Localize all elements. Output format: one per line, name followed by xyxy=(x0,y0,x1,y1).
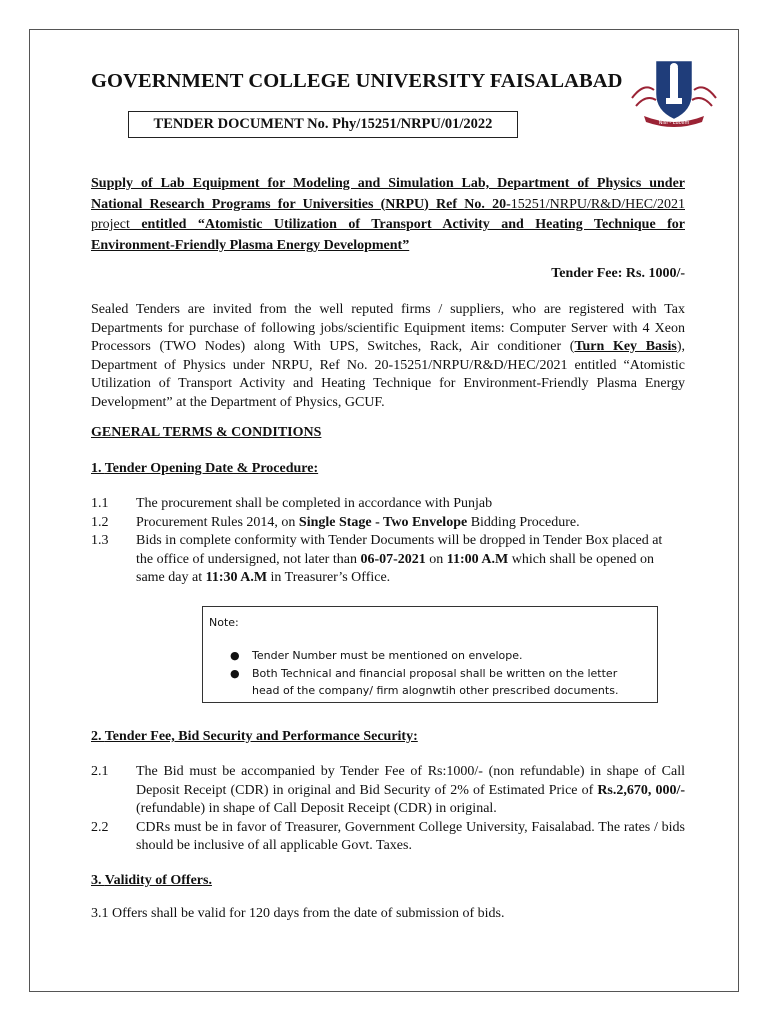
note-title: Note: xyxy=(209,616,239,629)
section-3-text: 3.1 Offers shall be valid for 120 days from the date of submission of bids. xyxy=(91,906,505,921)
note-bullet: ● Tender Number must be mentioned on envelope. xyxy=(230,647,640,665)
logo-motto: Nisi - Lucem xyxy=(658,120,690,126)
intro-paragraph: Sealed Tenders are invited from the well reputed firms / suppliers, who are registered with Tax Departments for purchase of following jobs/scientific Equipment items: Computer Server with 4 Xeon Processors (TWO Nodes) along With UPS, Switches, Rack, Air conditioner (Turn Key Basis), Department of Physics under NRPU, Ref No. 20-15251/NRPU/R&D/HEC/2021 entitled “Atomistic Utilization of Transport Activity and Heating Technique for Environment-Friendly Plasma Energy Development” at the Department of Physics, GCUF. xyxy=(91,302,685,410)
subject-part2: 15251/NRPU/R&D/HEC/2021 project xyxy=(91,196,685,232)
tender-fee: Tender Fee: Rs. 1000/- xyxy=(551,266,685,281)
bullet-icon: ● xyxy=(230,666,240,680)
subject-part1: Supply of Lab Equipment for Modeling and Simulation Lab, Department of Physics under National Research Programs for Universities (NRPU) Ref No. 20- xyxy=(91,176,685,212)
bullet-icon: ● xyxy=(230,649,240,662)
section-3-heading: 3. Validity of Offers. xyxy=(91,873,212,888)
subject-paragraph xyxy=(91,174,685,256)
section-1-heading: 1. Tender Opening Date & Procedure: xyxy=(91,461,319,476)
subject-part3: entitled “Atomistic Utilization of Transport Activity and Heating Technique for Environment-Friendly Plasma Energy Development” xyxy=(91,217,685,253)
list-item: 1.1 The procurement shall be completed in accordance with Punjab xyxy=(91,496,493,511)
turn-key-basis: Turn Key Basis xyxy=(574,339,677,354)
note-box xyxy=(202,606,658,703)
university-logo xyxy=(624,54,724,128)
note-bullet: ● Both Technical and financial proposal shall be written on the letter head of the company/ firm alognwtih other prescribed documents. xyxy=(230,666,619,697)
university-title: GOVERNMENT COLLEGE UNIVERSITY FAISALABAD xyxy=(91,70,623,92)
section-2-items xyxy=(91,763,685,856)
section-1-items xyxy=(91,495,685,588)
general-terms-heading: GENERAL TERMS & CONDITIONS xyxy=(91,425,322,440)
list-item: 1.2 Procurement Rules 2014, on Single Stage - Two Envelope Bidding Procedure. xyxy=(91,514,580,530)
list-item: 1.3 Bids in complete conformity with Tender Documents will be dropped in Tender Box placed at the office of undersigned, not later than 06-07-2021 on 11:00 A.M which shall be opened on same day at 11:30 A.M in Treasurer’s Office. xyxy=(91,533,663,585)
section-2-heading: 2. Tender Fee, Bid Security and Performance Security: xyxy=(91,729,418,744)
list-item: 2.1 The Bid must be accompanied by Tender Fee of Rs:1000/- (non refundable) in shape of Call Deposit Receipt (CDR) in original and Bid Security of 2% of Estimated Price of Rs.2,670, 000/- (refundable) in shape of Call Deposit Receipt (CDR) in original. xyxy=(91,764,685,816)
tender-document-number: TENDER DOCUMENT No. Phy/15251/NRPU/01/2022 xyxy=(128,111,518,138)
list-item: 2.2 CDRs must be in favor of Treasurer, Government College University, Faisalabad. The rates / bids should be inclusive of all applicable Govt. Taxes. xyxy=(91,819,685,853)
